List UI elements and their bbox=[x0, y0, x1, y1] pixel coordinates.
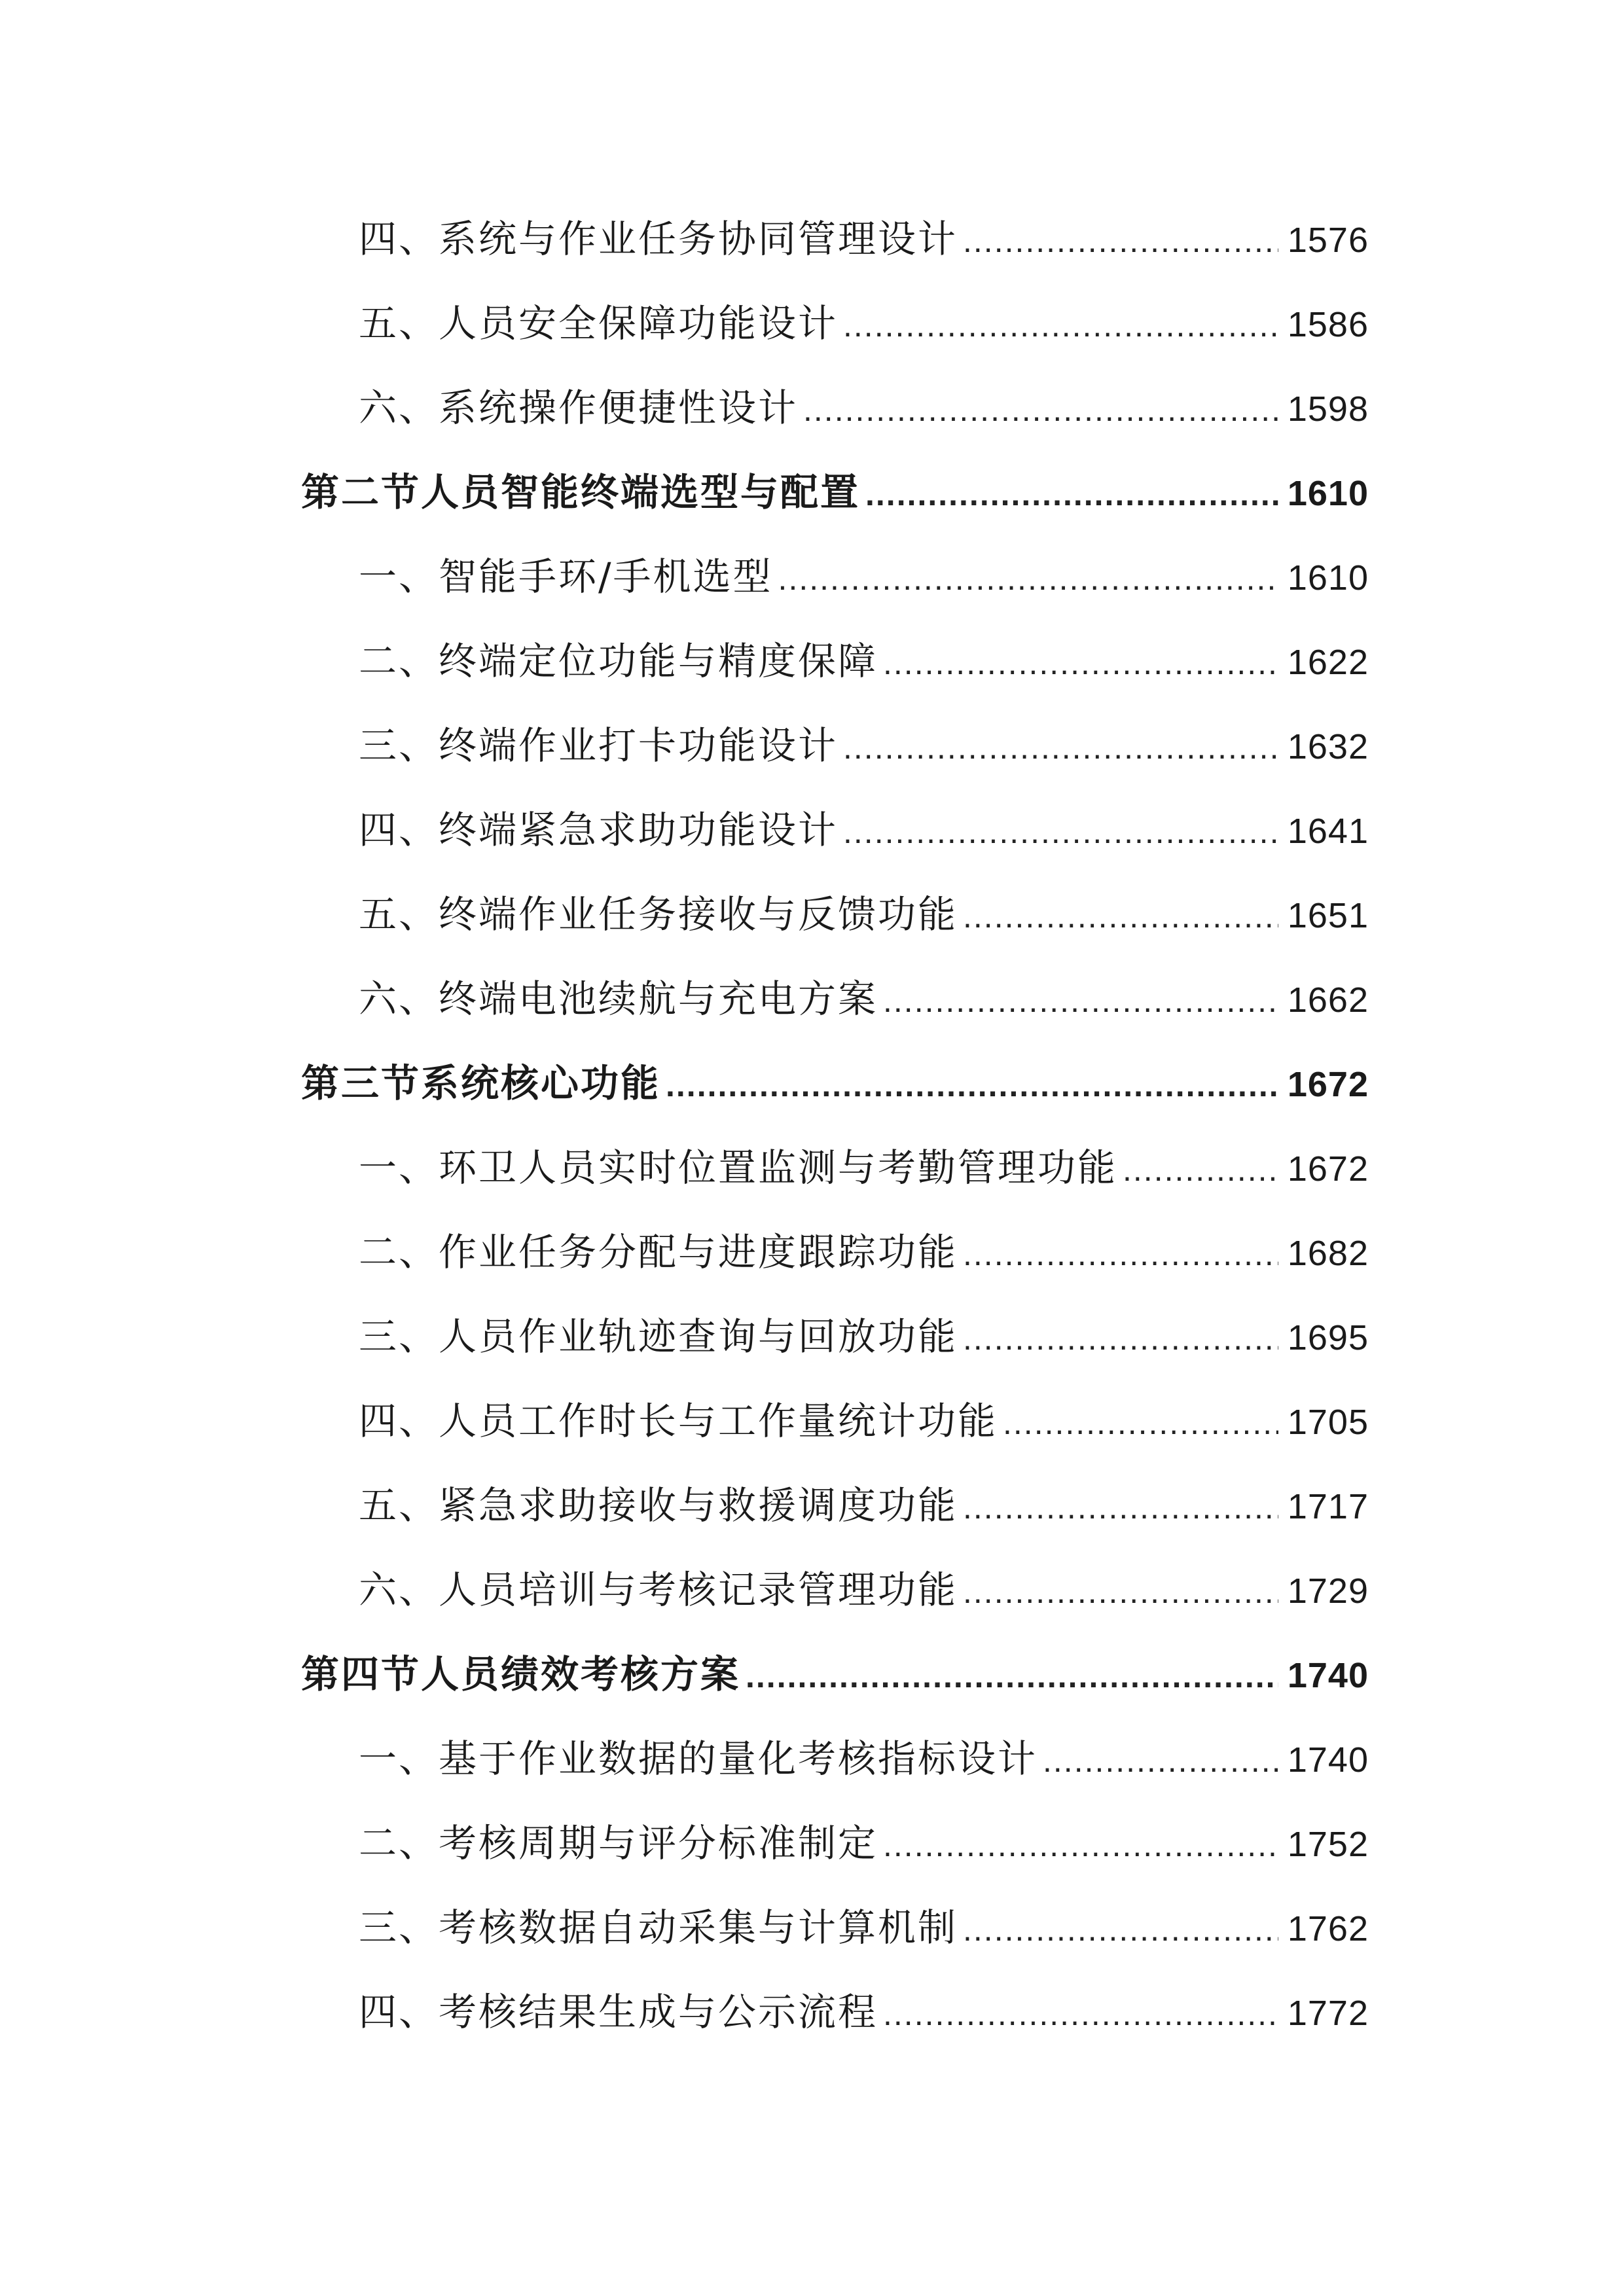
toc-entry-title: 一、环卫人员实时位置监测与考勤管理功能 bbox=[359, 1145, 1118, 1190]
toc-entry-title: 四、系统与作业任务协同管理设计 bbox=[359, 217, 958, 261]
toc-entry[interactable] bbox=[359, 1898, 1369, 1957]
toc-entry[interactable] bbox=[359, 969, 1369, 1028]
dot-leader bbox=[666, 1056, 1278, 1115]
toc-page-number: 1682 bbox=[1287, 1234, 1369, 1273]
toc-entry-title: 三、考核数据自动采集与计算机制 bbox=[359, 1905, 958, 1950]
toc-section-entry[interactable] bbox=[301, 463, 1369, 522]
toc-entry[interactable] bbox=[359, 1814, 1369, 1873]
toc-page-number: 1610 bbox=[1287, 474, 1369, 513]
toc-entry-title: 六、终端电池续航与充电方案 bbox=[359, 977, 878, 1021]
dot-leader bbox=[883, 1816, 1278, 1874]
toc-entry-title: 五、紧急求助接收与救援调度功能 bbox=[359, 1483, 958, 1528]
toc-section-entry[interactable] bbox=[301, 1054, 1369, 1113]
toc-page-number: 1622 bbox=[1287, 643, 1369, 682]
toc-entry-title: 四、人员工作时长与工作量统计功能 bbox=[359, 1399, 998, 1443]
toc-entry-title: 四、考核结果生成与公示流程 bbox=[359, 1990, 878, 2034]
toc-entry-title: 三、终端作业打卡功能设计 bbox=[359, 723, 839, 768]
toc-page-number: 1651 bbox=[1287, 896, 1369, 935]
toc-entry-title: 二、考核周期与评分标准制定 bbox=[359, 1821, 878, 1865]
toc-page-number: 1762 bbox=[1287, 1909, 1369, 1948]
toc-page-number: 1672 bbox=[1287, 1065, 1369, 1104]
toc-page-number: 1752 bbox=[1287, 1825, 1369, 1864]
toc-entry[interactable] bbox=[359, 716, 1369, 775]
dot-leader bbox=[778, 549, 1278, 608]
toc-page-number: 1610 bbox=[1287, 558, 1369, 598]
toc-page-number: 1729 bbox=[1287, 1571, 1369, 1611]
toc-entry-title: 第三节系统核心功能 bbox=[301, 1061, 661, 1105]
toc-page-number: 1705 bbox=[1287, 1403, 1369, 1442]
toc-entry-title: 六、系统操作便捷性设计 bbox=[359, 386, 799, 430]
dot-leader bbox=[803, 380, 1278, 439]
toc-entry[interactable] bbox=[359, 885, 1369, 944]
toc-entry-title: 四、终端紧急求助功能设计 bbox=[359, 808, 839, 852]
dot-leader bbox=[883, 971, 1278, 1030]
toc-section-entry[interactable] bbox=[301, 1645, 1369, 1704]
toc-entry-title: 五、终端作业任务接收与反馈功能 bbox=[359, 892, 958, 937]
toc-page-number: 1641 bbox=[1287, 812, 1369, 851]
toc-page-number: 1717 bbox=[1287, 1487, 1369, 1526]
toc-entry-title: 三、人员作业轨迹查询与回放功能 bbox=[359, 1314, 958, 1359]
toc-entry[interactable] bbox=[359, 1476, 1369, 1535]
toc-page-number: 1662 bbox=[1287, 980, 1369, 1020]
toc-entry-title: 第四节人员绩效考核方案 bbox=[301, 1652, 741, 1696]
dot-leader bbox=[843, 718, 1278, 777]
toc-entry[interactable] bbox=[359, 209, 1369, 268]
toc-entry[interactable] bbox=[359, 294, 1369, 353]
toc-entry[interactable] bbox=[359, 1391, 1369, 1450]
toc-entry-title: 第二节人员智能终端选型与配置 bbox=[301, 470, 861, 514]
dot-leader bbox=[883, 1984, 1278, 2043]
toc-entry[interactable] bbox=[359, 1982, 1369, 2041]
dot-leader bbox=[843, 802, 1278, 861]
toc-page-number: 1695 bbox=[1287, 1318, 1369, 1357]
dot-leader bbox=[865, 465, 1278, 524]
dot-leader bbox=[963, 1225, 1278, 1283]
toc-page-number: 1772 bbox=[1287, 1994, 1369, 2033]
dot-leader bbox=[746, 1647, 1278, 1706]
dot-leader bbox=[883, 634, 1278, 692]
toc-entry-title: 一、基于作业数据的量化考核指标设计 bbox=[359, 1736, 1038, 1781]
toc-entry-title: 一、智能手环/手机选型 bbox=[359, 554, 773, 599]
toc-page-number: 1598 bbox=[1287, 389, 1369, 429]
toc-entry[interactable] bbox=[359, 1307, 1369, 1366]
toc-page-number: 1632 bbox=[1287, 727, 1369, 766]
dot-leader bbox=[1123, 1140, 1278, 1199]
dot-leader bbox=[963, 1309, 1278, 1368]
dot-leader bbox=[963, 887, 1278, 946]
toc-entry-title: 二、终端定位功能与精度保障 bbox=[359, 639, 878, 683]
toc-page-number: 1586 bbox=[1287, 305, 1369, 344]
dot-leader bbox=[963, 211, 1278, 270]
toc-entry[interactable] bbox=[359, 1223, 1369, 1282]
toc-entry[interactable] bbox=[359, 378, 1369, 437]
toc-entry[interactable] bbox=[359, 800, 1369, 859]
toc-page-number: 1740 bbox=[1287, 1740, 1369, 1780]
toc-entry-title: 六、人员培训与考核记录管理功能 bbox=[359, 1568, 958, 1612]
toc-page-number: 1740 bbox=[1287, 1656, 1369, 1695]
dot-leader bbox=[1043, 1731, 1278, 1790]
dot-leader bbox=[963, 1900, 1278, 1959]
dot-leader bbox=[1003, 1393, 1278, 1452]
toc-entry-title: 五、人员安全保障功能设计 bbox=[359, 301, 839, 346]
toc-page-number: 1672 bbox=[1287, 1149, 1369, 1189]
dot-leader bbox=[963, 1562, 1278, 1621]
toc-entry[interactable] bbox=[359, 547, 1369, 606]
dot-leader bbox=[963, 1478, 1278, 1537]
toc-entry-title: 二、作业任务分配与进度跟踪功能 bbox=[359, 1230, 958, 1274]
toc-entry[interactable] bbox=[359, 1560, 1369, 1619]
toc-entry[interactable] bbox=[359, 1729, 1369, 1788]
dot-leader bbox=[843, 296, 1278, 355]
toc-page-number: 1576 bbox=[1287, 221, 1369, 260]
toc-entry[interactable] bbox=[359, 632, 1369, 691]
toc-entry[interactable] bbox=[359, 1138, 1369, 1197]
